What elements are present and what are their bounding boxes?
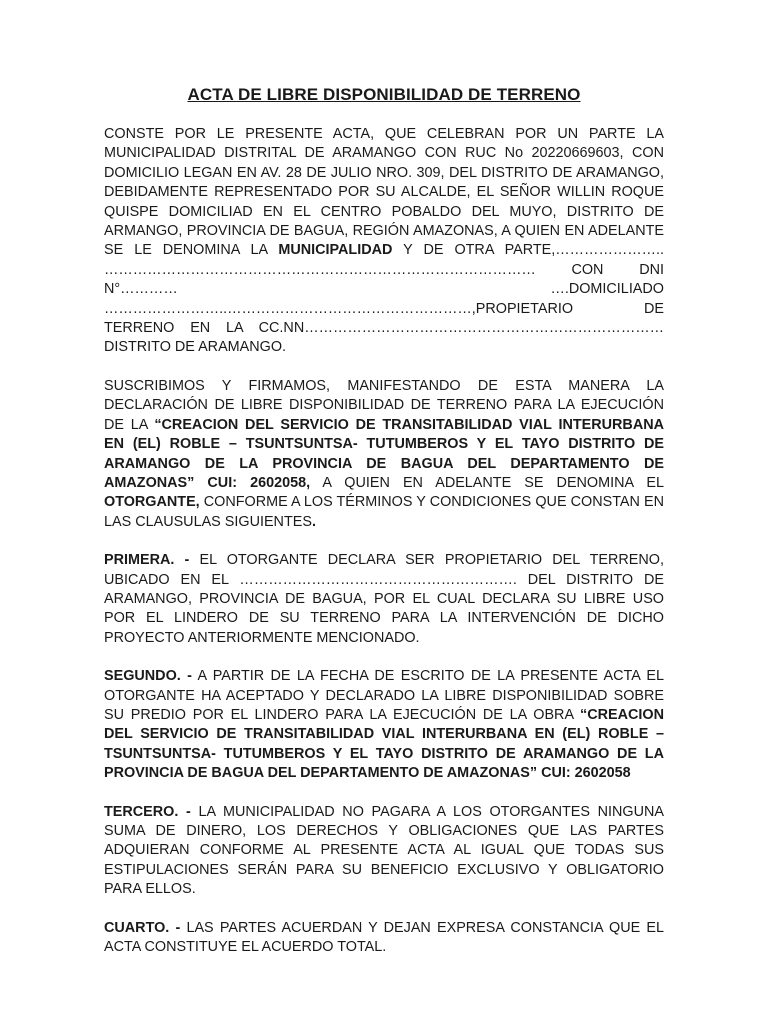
intro-paragraph [104,125,664,358]
declaration-text-1: SUSCRIBIMOS Y FIRMAMOS, MANIFESTANDO DE ESTA MANERA LA DECLARACIÓN DE LIBRE DISPONIBILIDAD DE TERRENO PARA LA EJECUCIÓN DE LA [104,377,664,433]
declaration-bold-otorgante: OTORGANTE, [104,494,200,511]
clause-primera-text: EL OTORGANTE DECLARA SER PROPIETARIO DEL TERRENO, UBICADO EN EL …………………………………………………. DEL DISTRITO DE ARAMANGO, PROVINCIA DE BAGUA, POR EL CUAL DECLARA SU LIBRE USO POR EL LINDERO DE SU TERRENO PARA LA INTERVENCIÓN DE DICHO PROYECTO ANTERIORMENTE MENCIONADO. [104,552,664,646]
declaration-bold-period: . [311,513,316,530]
clause-cuarto [104,919,664,958]
intro-text-1: CONSTE POR LE PRESENTE ACTA, QUE CELEBRAN POR UN PARTE LA MUNICIPALIDAD DISTRITAL DE ARAMANGO CON RUC No 20220669603, CON DOMICILIO LEGAN EN AV. 28 DE JULIO NRO. 309, DEL DISTRITO DE ARAMANGO, DEBIDAMENTE REPRESENTADO POR SU ALCALDE, EL SEÑOR WILLIN ROQUE QUISPE DOMICILIAD EN EL CENTRO POBALDO DEL MUYO, DISTRITO DE ARMANGO, PROVINCIA DE BAGUA, REGIÓN AMAZONAS, A QUIEN EN ADELANTE SE LE DENOMINA LA [104,126,664,259]
clause-cuarto-text: LAS PARTES ACUERDAN Y DEJAN EXPRESA CONSTANCIA QUE EL ACTA CONSTITUYE EL ACUERDO TOTAL. [104,919,664,956]
clause-segundo-bold-project: “CREACION DEL SERVICIO DE TRANSITABILIDAD VIAL INTERURBANA EN (EL) ROBLE – TSUNTSUNTSA- TUTUMBEROS Y EL TAYO DISTRITO DE ARAMANGO DE LA PROVINCIA DE BAGUA DEL DEPARTAMENTO DE AMAZONAS” CUI: 2602058 [104,706,664,782]
declaration-paragraph [104,377,664,532]
clause-cuarto-label: CUARTO. - [104,919,181,936]
declaration-bold-project: “CREACION DEL SERVICIO DE TRANSITABILIDAD VIAL INTERURBANA EN (EL) ROBLE – TSUNTSUNTSA- TUTUMBEROS Y EL TAYO DISTRITO DE ARAMANGO DE LA PROVINCIA DE BAGUA DEL DEPARTAMENTO DE AMAZONAS” CUI: 2602058, [104,416,665,491]
clause-segundo-text: A PARTIR DE LA FECHA DE ESCRITO DE LA PRESENTE ACTA EL OTORGANTE HA ACEPTADO Y DECLARADO LA LIBRE DISPONIBILIDAD SOBRE SU PREDIO POR EL LINDERO PARA LA EJECUCIÓN DE LA OBRA [104,668,664,723]
clause-primera [104,551,664,648]
declaration-text-3: CONFORME A LOS TÉRMINOS Y CONDICIONES QUE CONSTAN EN LAS CLAUSULAS SIGUIENTES [104,494,664,530]
document-page [104,84,664,976]
clause-segundo [104,667,664,783]
document-title: ACTA DE LIBRE DISPONIBILIDAD DE TERRENO [187,85,581,104]
declaration-text-2: A QUIEN EN ADELANTE SE DENOMINA EL [310,474,664,491]
clause-primera-label: PRIMERA. - [104,552,190,569]
clause-segundo-label: SEGUNDO. - [104,668,192,685]
clause-tercero-label: TERCERO. - [104,803,191,820]
clause-tercero [104,803,664,900]
clause-tercero-text: LA MUNICIPALIDAD NO PAGARA A LOS OTORGANTES NINGUNA SUMA DE DINERO, LOS DERECHOS Y OBLIGACIONES QUE LAS PARTES ADQUIERAN CONFORME AL PRESENTE ACTA AL IGUAL QUE TODAS SUS ESTIPULACIONES SERÁN PARA SU BENEFICIO EXCLUSIVO Y OBLIGATORIO PARA ELLOS. [104,803,664,898]
intro-bold-municipalidad: MUNICIPALIDAD [278,242,393,259]
intro-text-2: Y DE OTRA PARTE,………………….. ……………………………………………………………………………… CON DNI N°………… ….DOMICILIADO ……………………..……………………………………………,PROPIETARIO DE TERRENO EN LA CC.NN…………………………………………………………………DISTRITO DE ARAMANGO. [104,242,665,356]
